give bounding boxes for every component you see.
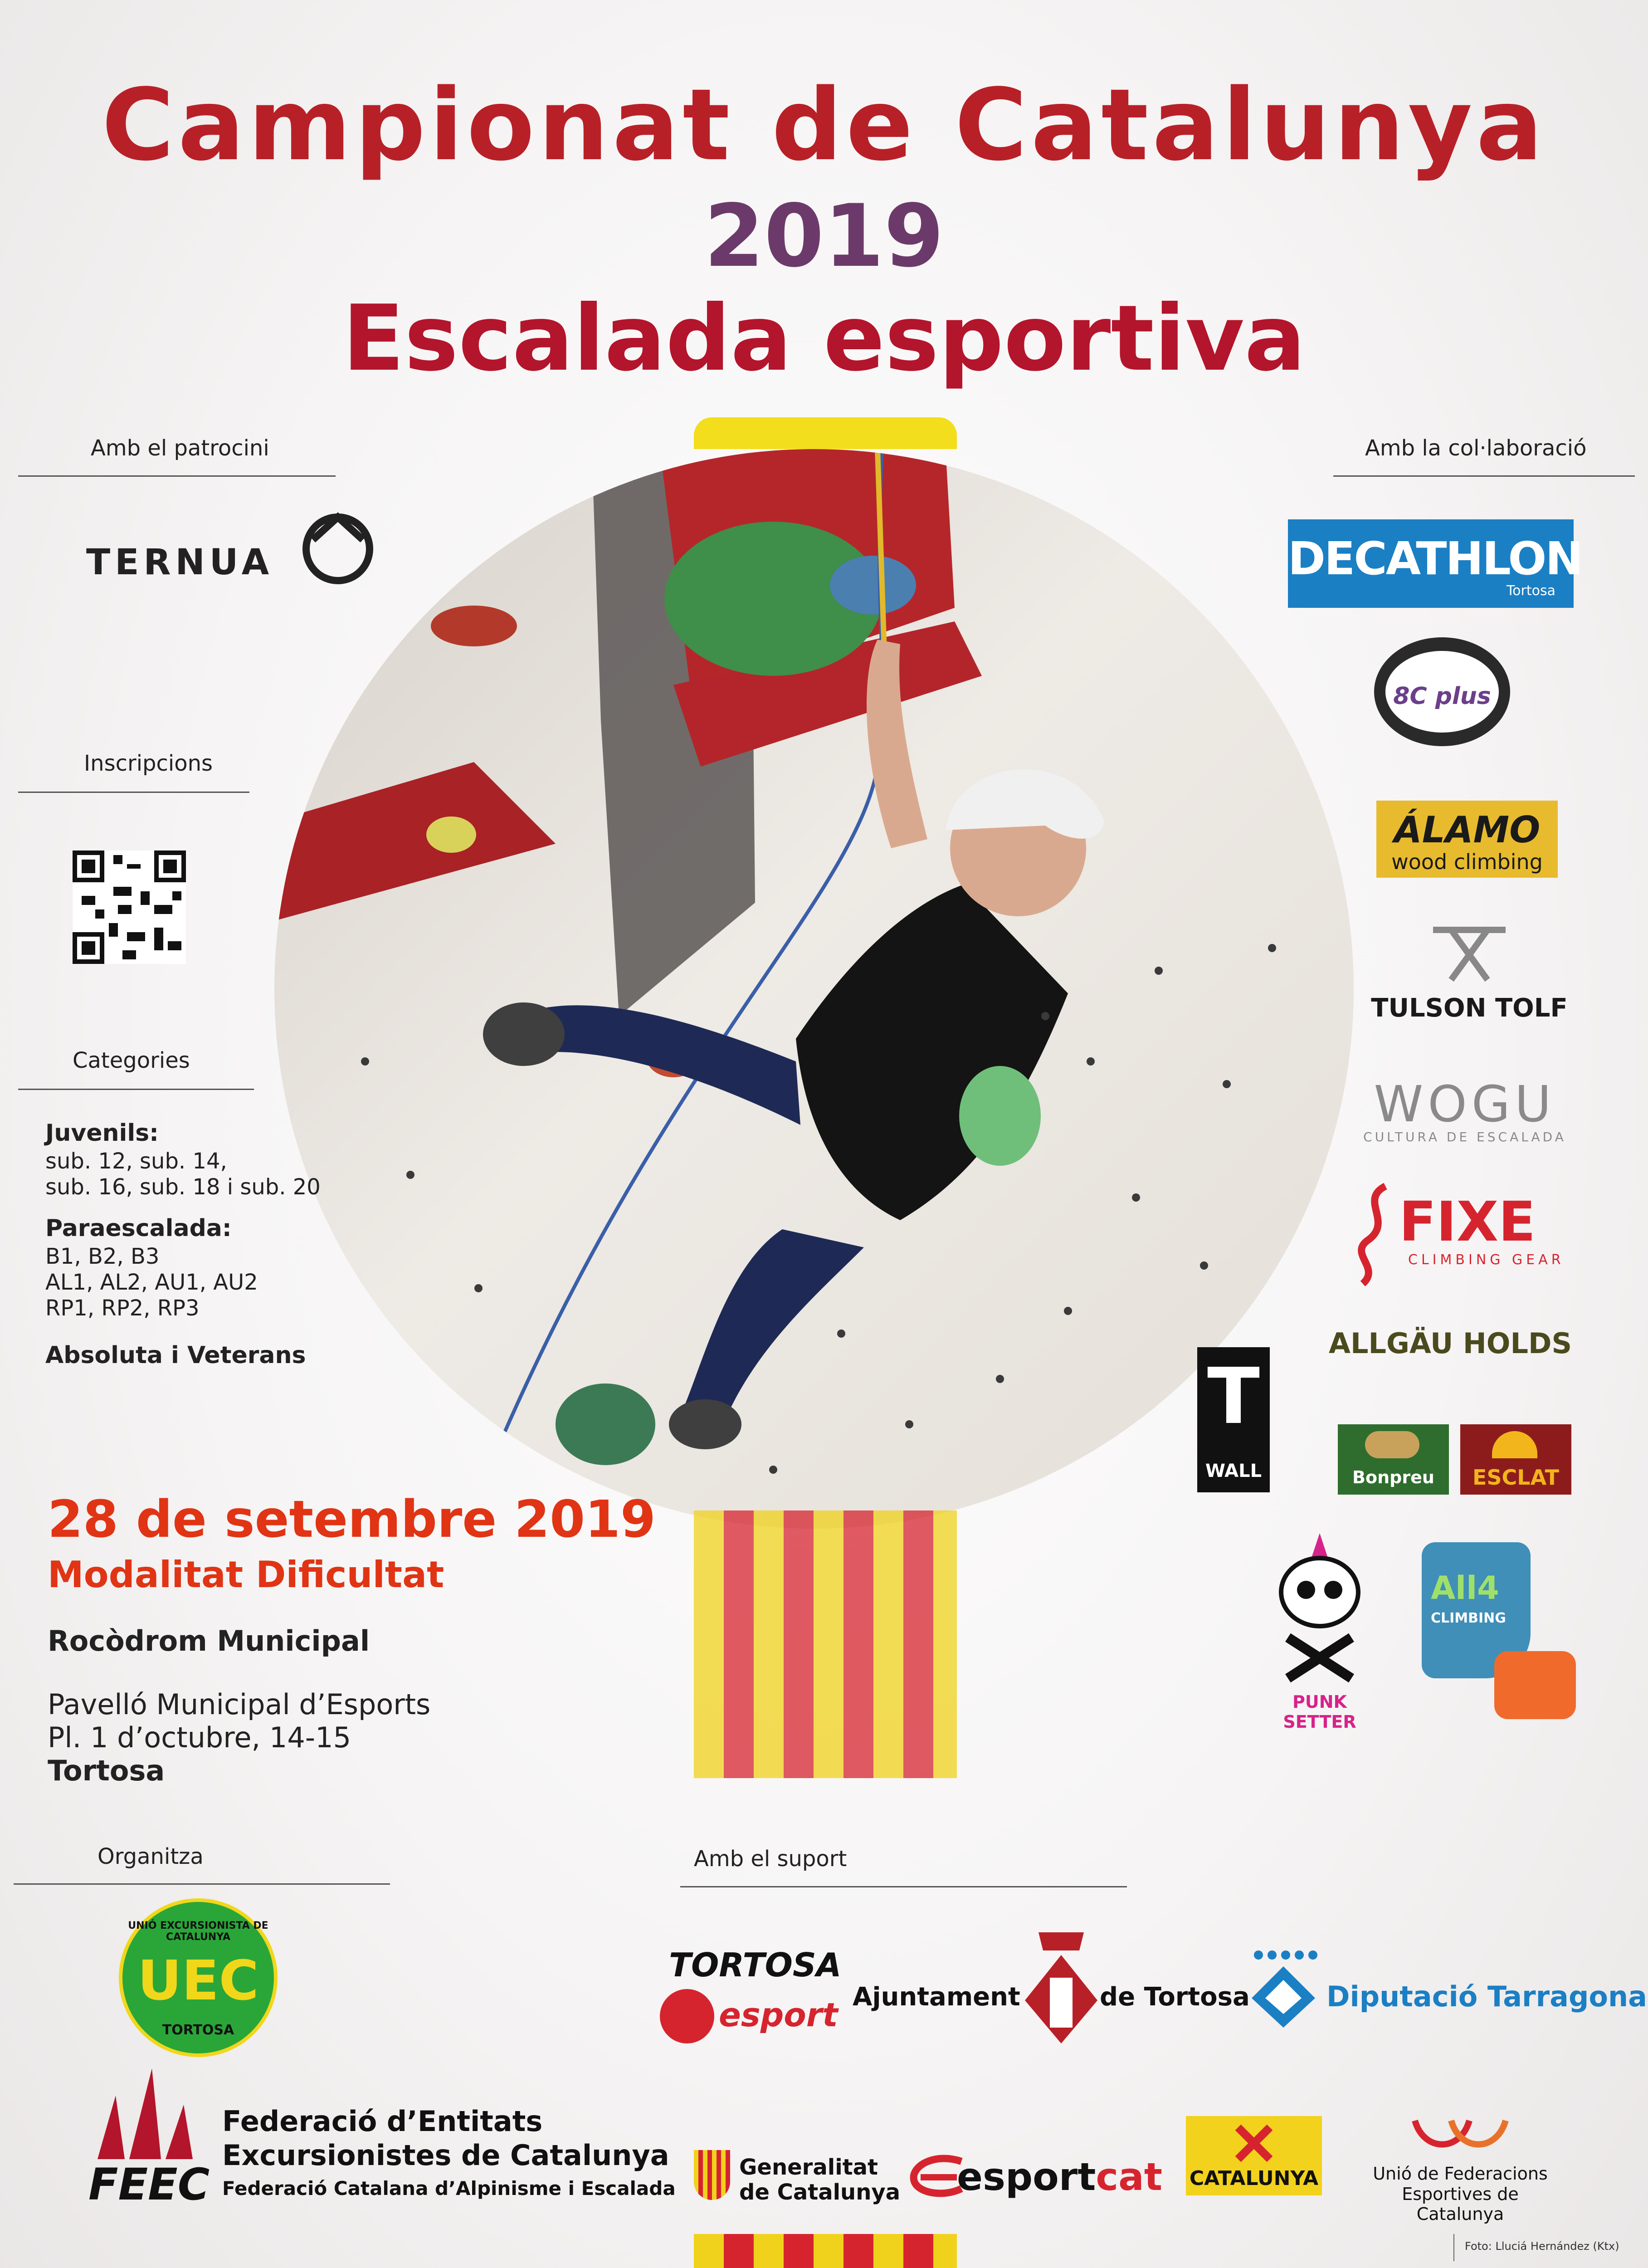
feec-name-line3: Federació Catalana d’Alpinisme i Escalada — [222, 2177, 676, 2200]
climber-illustration — [274, 449, 1354, 1529]
section-categories: Categories — [73, 1048, 190, 1073]
event-address2: Pl. 1 d’octubre, 14-15 — [48, 1721, 351, 1754]
senyera-stripes-top — [694, 1510, 957, 1778]
category-juvenils-line1: sub. 12, sub. 14, — [45, 1149, 227, 1174]
event-address1: Pavelló Municipal d’Esports — [48, 1688, 431, 1721]
category-juvenils-line2: sub. 16, sub. 18 i sub. 20 — [45, 1174, 321, 1200]
diputacio-tarragona-label: Diputació Tarragona — [1326, 1980, 1647, 2013]
catalunya-logo: CATALUNYA — [1186, 2116, 1322, 2195]
ufec-icon — [1410, 2116, 1510, 2157]
senyera-stripes-bottom — [694, 2234, 957, 2268]
generalitat-line1: Generalitat — [739, 2155, 878, 2180]
section-suport: Amb el suport — [694, 1846, 847, 1872]
alamo-logo: ÁLAMO wood climbing — [1376, 801, 1558, 878]
uec-tortosa-logo: UNIÓ EXCURSIONISTA DE CATALUNYA UEC TORTOSA — [119, 1898, 278, 2057]
credit-divider — [1453, 2234, 1454, 2261]
section-inscripcions: Inscripcions — [84, 751, 213, 776]
generalitat-line2: de Catalunya — [739, 2180, 901, 2205]
bonpreu-logo: Bonpreu — [1338, 1424, 1449, 1495]
category-absoluta: Absoluta i Veterans — [45, 1342, 306, 1369]
category-para-line1: B1, B2, B3 — [45, 1244, 160, 1269]
title-year: 2019 — [704, 186, 944, 286]
event-date: 28 de setembre 2019 — [48, 1490, 656, 1549]
category-para-line3: RP1, RP2, RP3 — [45, 1295, 200, 1321]
divider — [680, 1886, 1127, 1887]
ufec-line1: Unió de Federacions — [1373, 2164, 1548, 2184]
qr-code-icon — [73, 850, 186, 964]
divider — [18, 1089, 254, 1090]
tortosa-shield-icon — [1020, 1928, 1102, 2046]
feec-name-line1: Federació d’Entitats — [222, 2105, 543, 2138]
ternua-logo: TERNUA — [82, 499, 381, 590]
section-colaboracio: Amb la col·laboració — [1365, 435, 1587, 461]
qr-code[interactable] — [73, 850, 186, 964]
category-para-line2: AL1, AL2, AU1, AU2 — [45, 1270, 258, 1295]
event-venue: Rocòdrom Municipal — [48, 1624, 370, 1657]
feec-logo: FEEC — [88, 2068, 220, 2204]
de-tortosa-label: de Tortosa — [1100, 1982, 1250, 2012]
tulson-tolf-logo: TULSON TOLF — [1356, 916, 1583, 1025]
title-line1: Campionat de Catalunya — [102, 68, 1546, 183]
fixe-logo: FIXE CLIMBING GEAR — [1349, 1182, 1567, 1286]
8c-plus-logo: 8C plus — [1374, 637, 1510, 746]
ice-axes-icon — [1424, 916, 1515, 984]
t-wall-logo: T WALL — [1197, 1347, 1270, 1492]
category-juvenils-label: Juvenils: — [45, 1119, 159, 1147]
divider — [18, 792, 249, 793]
allgau-holds-logo: ALLGÄU HOLDS — [1329, 1327, 1572, 1360]
ajuntament-label: Ajuntament — [853, 1982, 1020, 2012]
feec-name-line2: Excursionistes de Catalunya — [222, 2139, 669, 2172]
divider — [14, 1883, 390, 1885]
lizard-icon — [1349, 1182, 1399, 1286]
tortosa-esport-logo: TORTOSA esport — [660, 1946, 841, 2046]
category-para-label: Paraescalada: — [45, 1215, 232, 1242]
catalunya-x-icon — [1234, 2123, 1274, 2164]
wogu-logo: WOGU CULTURA DE ESCALADA — [1363, 1075, 1566, 1144]
yellow-band — [694, 417, 957, 449]
divider — [18, 475, 336, 477]
climber-photo — [274, 449, 1354, 1529]
ufec-line2: Esportives de Catalunya — [1402, 2184, 1519, 2224]
all4-climbing-logo: All4 CLIMBING — [1422, 1542, 1585, 1724]
feec-peaks-icon — [98, 2068, 206, 2159]
photo-credit: Foto: Lluciá Hernández (Ktx) — [1465, 2240, 1619, 2253]
section-patrocini: Amb el patrocini — [91, 435, 269, 461]
skull-icon — [1274, 1533, 1365, 1687]
ternua-symbol-icon — [295, 499, 381, 585]
generalitat-shield-icon — [694, 2150, 730, 2200]
title-line3: Escalada esportiva — [342, 286, 1306, 391]
decathlon-logo: DECATHLON Tortosa — [1288, 519, 1574, 608]
esclat-logo: ESCLAT — [1460, 1424, 1571, 1495]
event-modalitat: Modalitat Dificultat — [48, 1554, 444, 1596]
event-city: Tortosa — [48, 1754, 165, 1787]
section-organitza: Organitza — [98, 1844, 204, 1869]
esportcat-label: esportcat — [957, 2155, 1163, 2199]
divider — [1333, 475, 1635, 477]
punk-setter-logo: PUNK SETTER — [1265, 1533, 1374, 1733]
diputacio-tarragona-icon — [1249, 1948, 1317, 2030]
